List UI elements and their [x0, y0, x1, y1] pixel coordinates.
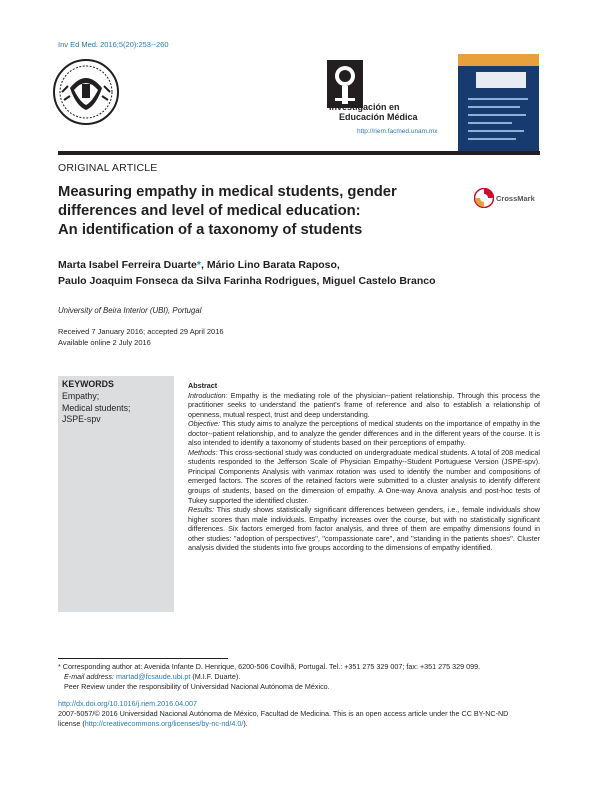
abstract-section-label: Objective: [188, 419, 220, 429]
crossmark-icon[interactable] [474, 188, 494, 208]
email-link[interactable]: martad@fcsaude.ubi.pt [115, 671, 191, 681]
journal-citation: Inv Ed Med. 2016;5(20):253--260 [58, 40, 169, 49]
article-title [58, 183, 478, 240]
crossmark-label[interactable]: CrossMark [496, 194, 535, 203]
abstract-paragraph [188, 505, 540, 553]
email-label: E-mail address: [64, 671, 114, 681]
author-names: , Mário Lino Barata Raposo, [201, 259, 340, 271]
online-date: Available online 2 July 2016 [58, 338, 151, 347]
affiliation: University of Beira Interior (UBI), Portugal [58, 306, 202, 315]
article-type-label: ORIGINAL ARTICLE [58, 162, 158, 174]
article-dates [58, 326, 224, 348]
header-rule [58, 151, 540, 155]
unam-seal-icon [52, 58, 120, 126]
license-prefix: license ( [58, 718, 85, 728]
abstract-section-label: Methods: [188, 447, 218, 457]
title-line: Measuring empathy in medical students, gender [58, 184, 397, 200]
keyword-item: JSPE-spv [62, 414, 101, 424]
footnote-rule [58, 658, 228, 659]
copyright-line: 2007-5057/© 2016 Universidad Nacional Autónoma de México, Facultad de Medicina. This is an open access article under the CC BY-NC-ND [58, 708, 509, 718]
email-line [58, 672, 540, 682]
journal-logo-line1: Investigación en [329, 102, 400, 112]
license-line [58, 719, 540, 729]
footnote [58, 662, 540, 691]
abstract-section-label: Results: [188, 505, 214, 515]
title-line: differences and level of medical education: [58, 203, 361, 219]
journal-logo-line2: Educación Médica [339, 112, 418, 122]
journal-emblem-icon [327, 60, 363, 108]
abstract-paragraph [188, 448, 540, 505]
keywords-heading: KEYWORDS [62, 379, 114, 389]
author-names: Paulo Joaquim Fonseca da Silva Farinha Rodrigues, Miguel Castelo Branco [58, 275, 436, 287]
journal-logo [327, 60, 445, 124]
abstract-heading: Abstract [188, 381, 218, 390]
license-link[interactable]: http://creativecommons.org/licenses/by-nc-nd/4.0/ [84, 718, 244, 728]
doi-link[interactable]: http://dx.doi.org/10.1016/j.riem.2016.04.007 [58, 699, 198, 708]
email-owner: (M.I.F. Duarte). [190, 671, 241, 681]
keyword-item: Medical students; [62, 402, 131, 413]
doi-block [58, 699, 540, 728]
author-name: Marta Isabel Ferreira Duarte [58, 259, 197, 271]
received-date: Received 7 January 2016; accepted 29 April 2016 [58, 327, 224, 336]
peer-review-note: Peer Review under the responsibility of Universidad Nacional Autónoma de México. [64, 681, 330, 691]
abstract-section-text: Empathy is the mediating role of the physician--patient relationship. Through this process the practitioner seeks to understand the patient's frame of reference and also to establish a relationship of openness, mutual respect, trust and deep understanding. [188, 390, 540, 419]
abstract-section-label: Introduction: [188, 390, 228, 400]
corresponding-author-marker[interactable]: * [196, 259, 201, 271]
abstract-paragraph [188, 419, 540, 448]
abstract-section-text: This study aims to analyze the perceptions of medical students on the importance of empathy in the doctor--patient relationship, and to analyze the gender differences and in the different years of the course. It is also intended to identify a taxonomy of students based on their perceptions of empathy. [188, 419, 540, 448]
keywords-list [62, 391, 130, 426]
author-list [58, 257, 528, 289]
abstract-paragraph [188, 391, 540, 420]
journal-url-link[interactable]: http://riem.facmed.unam.mx [357, 128, 438, 135]
keyword-item: Empathy; [62, 391, 100, 401]
journal-cover-icon [458, 54, 539, 153]
abstract [188, 381, 540, 553]
title-line: An identification of a taxonomy of students [58, 222, 363, 238]
corresponding-author-note: * Corresponding author at: Avenida Infante D. Henrique, 6200-506 Covilhã, Portugal. Tel.: +351 275 329 007; fax: +351 275 329 099. [58, 662, 481, 671]
abstract-section-text: This cross-sectional study was conducted on undergraduate medical students. A total of 208 medical students responded to the Jefferson Scale of Physician Empathy--Student Portuguese Version (JSPE-spv). Principal Components Analysis with varimax rotation was used to identify the number and compositions of emerged factors. The scores of the retained factors were submitted to a cluster analysis to identify different groups of students, based on the dimension of empathy. A One-way Anova analysis and post-hoc tests of Tukey supported the identified cluster. [188, 447, 540, 505]
license-suffix: ). [243, 718, 248, 728]
abstract-section-text: This study shows statistically significant differences between genders, i.e., female individuals show higher scores than male individuals. Empathy increases over the course, but with no statistically significant differences. Six factors emerged from factor analysis, and three of them are empathy dimensions found in other studies: ''adoption of perspectives'', ''compassionate care'', and ''standing in the patients shoes''. Cluster analysis divided the students into five groups according to the dimensions of empathy identified. [188, 505, 540, 553]
